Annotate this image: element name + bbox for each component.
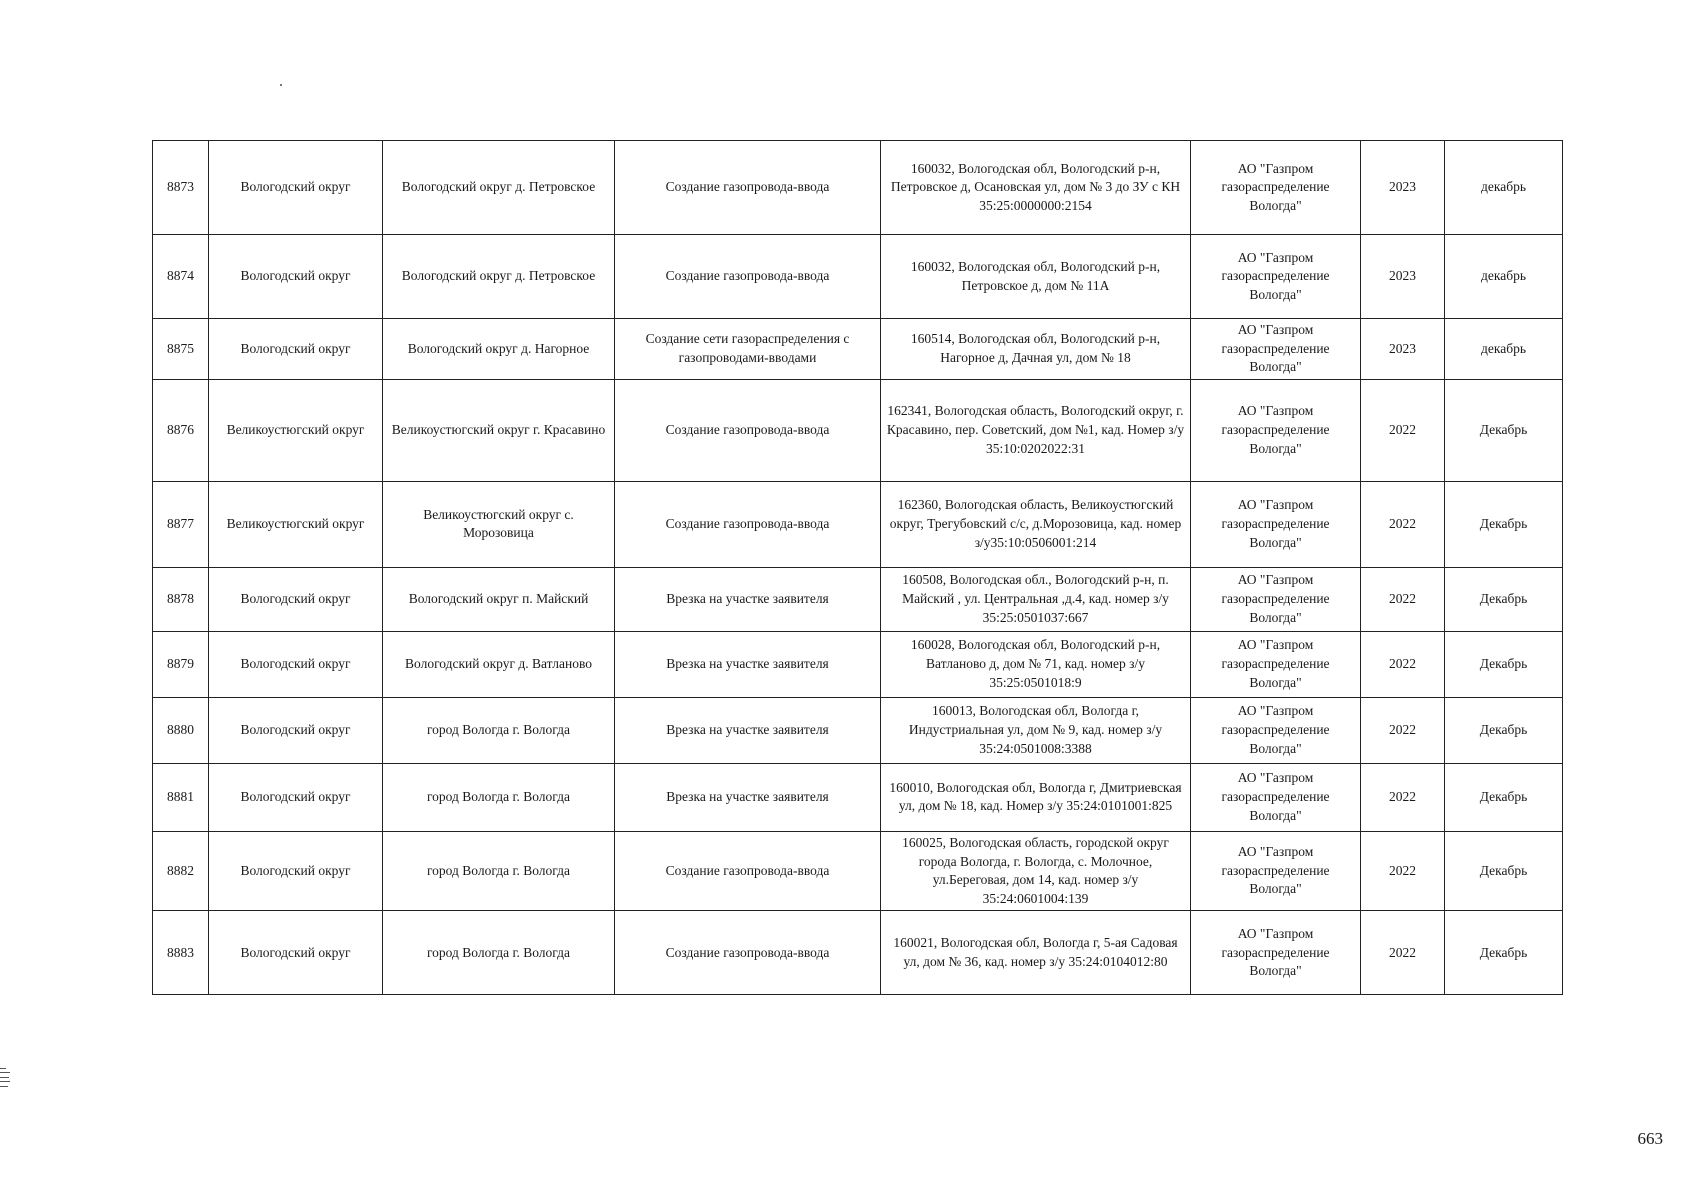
work-type-cell: Создание газопровода-ввода: [615, 235, 881, 319]
work-type-cell: Врезка на участке заявителя: [615, 567, 881, 631]
locality-cell: город Вологда г. Вологда: [383, 831, 615, 911]
table-body: [153, 141, 1563, 995]
page-number: 663: [1637, 1129, 1663, 1148]
work-type-cell: Врезка на участке заявителя: [615, 631, 881, 697]
scan-speck: [280, 84, 282, 86]
year-cell: 2022: [1361, 763, 1445, 831]
year-cell: 2023: [1361, 319, 1445, 380]
gasification-table: [152, 140, 1563, 995]
locality-cell: Вологодский округ д. Нагорное: [383, 319, 615, 380]
table-row: [153, 567, 1563, 631]
month-cell: Декабрь: [1445, 567, 1563, 631]
table-row: [153, 235, 1563, 319]
row-number: 8875: [153, 319, 209, 380]
organization-cell: АО "Газпром газораспределение Вологда": [1191, 567, 1361, 631]
table-row: [153, 141, 1563, 235]
table-row: [153, 697, 1563, 763]
row-number: 8883: [153, 911, 209, 995]
row-number: 8877: [153, 481, 209, 567]
work-type-cell: Врезка на участке заявителя: [615, 697, 881, 763]
organization-cell: АО "Газпром газораспределение Вологда": [1191, 481, 1361, 567]
row-number: 8878: [153, 567, 209, 631]
address-cell: 162360, Вологодская область, Великоустюгский округ, Трегубовский с/с, д.Морозовица, кад. номер з/у35:10:0506001:214: [881, 481, 1191, 567]
locality-cell: Вологодский округ д. Петровское: [383, 141, 615, 235]
table-row: [153, 831, 1563, 911]
table-row: [153, 631, 1563, 697]
work-type-cell: Создание сети газораспределения с газопроводами-вводами: [615, 319, 881, 380]
organization-cell: АО "Газпром газораспределение Вологда": [1191, 911, 1361, 995]
locality-cell: город Вологда г. Вологда: [383, 697, 615, 763]
work-type-cell: Создание газопровода-ввода: [615, 141, 881, 235]
month-cell: декабрь: [1445, 319, 1563, 380]
year-cell: 2022: [1361, 631, 1445, 697]
month-cell: Декабрь: [1445, 831, 1563, 911]
locality-cell: Великоустюгский округ с. Морозовица: [383, 481, 615, 567]
table-row: [153, 763, 1563, 831]
work-type-cell: Создание газопровода-ввода: [615, 911, 881, 995]
locality-cell: Вологодский округ д. Ватланово: [383, 631, 615, 697]
district-cell: Вологодский округ: [209, 831, 383, 911]
address-cell: 160013, Вологодская обл, Вологда г, Индустриальная ул, дом № 9, кад. номер з/у 35:24:0501008:3388: [881, 697, 1191, 763]
district-cell: Вологодский округ: [209, 697, 383, 763]
address-cell: 160032, Вологодская обл, Вологодский р-н, Петровское д, дом № 11А: [881, 235, 1191, 319]
locality-cell: Вологодский округ п. Майский: [383, 567, 615, 631]
organization-cell: АО "Газпром газораспределение Вологда": [1191, 763, 1361, 831]
locality-cell: город Вологда г. Вологда: [383, 763, 615, 831]
organization-cell: АО "Газпром газораспределение Вологда": [1191, 379, 1361, 481]
row-number: 8876: [153, 379, 209, 481]
locality-cell: Вологодский округ д. Петровское: [383, 235, 615, 319]
month-cell: Декабрь: [1445, 379, 1563, 481]
row-number: 8879: [153, 631, 209, 697]
district-cell: Великоустюгский округ: [209, 379, 383, 481]
row-number: 8873: [153, 141, 209, 235]
scan-edge-mark: [0, 1068, 10, 1090]
address-cell: 160010, Вологодская обл, Вологда г, Дмитриевская ул, дом № 18, кад. Номер з/у 35:24:0101001:825: [881, 763, 1191, 831]
year-cell: 2022: [1361, 567, 1445, 631]
row-number: 8880: [153, 697, 209, 763]
organization-cell: АО "Газпром газораспределение Вологда": [1191, 141, 1361, 235]
organization-cell: АО "Газпром газораспределение Вологда": [1191, 235, 1361, 319]
row-number: 8874: [153, 235, 209, 319]
organization-cell: АО "Газпром газораспределение Вологда": [1191, 319, 1361, 380]
year-cell: 2023: [1361, 235, 1445, 319]
district-cell: Вологодский округ: [209, 141, 383, 235]
organization-cell: АО "Газпром газораспределение Вологда": [1191, 697, 1361, 763]
year-cell: 2022: [1361, 379, 1445, 481]
year-cell: 2022: [1361, 911, 1445, 995]
locality-cell: город Вологда г. Вологда: [383, 911, 615, 995]
address-cell: 160025, Вологодская область, городской округ города Вологда, г. Вологда, с. Молочное, ул.Береговая, дом 14, кад. номер з/у 35:24:0601004:139: [881, 831, 1191, 911]
month-cell: декабрь: [1445, 141, 1563, 235]
address-cell: 162341, Вологодская область, Вологодский округ, г. Красавино, пер. Советский, дом №1, кад. Номер з/у 35:10:0202022:31: [881, 379, 1191, 481]
district-cell: Вологодский округ: [209, 631, 383, 697]
month-cell: Декабрь: [1445, 697, 1563, 763]
district-cell: Вологодский округ: [209, 319, 383, 380]
table-row: [153, 379, 1563, 481]
address-cell: 160028, Вологодская обл, Вологодский р-н, Ватланово д, дом № 71, кад. номер з/у 35:25:0501018:9: [881, 631, 1191, 697]
district-cell: Вологодский округ: [209, 763, 383, 831]
address-cell: 160021, Вологодская обл, Вологда г, 5-ая Садовая ул, дом № 36, кад. номер з/у 35:24:0104012:80: [881, 911, 1191, 995]
year-cell: 2022: [1361, 831, 1445, 911]
organization-cell: АО "Газпром газораспределение Вологда": [1191, 631, 1361, 697]
year-cell: 2022: [1361, 481, 1445, 567]
work-type-cell: Создание газопровода-ввода: [615, 481, 881, 567]
row-number: 8881: [153, 763, 209, 831]
work-type-cell: Создание газопровода-ввода: [615, 379, 881, 481]
month-cell: Декабрь: [1445, 481, 1563, 567]
year-cell: 2022: [1361, 697, 1445, 763]
district-cell: Вологодский округ: [209, 567, 383, 631]
month-cell: декабрь: [1445, 235, 1563, 319]
table-row: [153, 911, 1563, 995]
address-cell: 160032, Вологодская обл, Вологодский р-н, Петровское д, Осановская ул, дом № 3 до ЗУ с КН 35:25:0000000:2154: [881, 141, 1191, 235]
district-cell: Великоустюгский округ: [209, 481, 383, 567]
table-row: [153, 481, 1563, 567]
organization-cell: АО "Газпром газораспределение Вологда": [1191, 831, 1361, 911]
table-row: [153, 319, 1563, 380]
locality-cell: Великоустюгский округ г. Красавино: [383, 379, 615, 481]
month-cell: Декабрь: [1445, 631, 1563, 697]
work-type-cell: Врезка на участке заявителя: [615, 763, 881, 831]
address-cell: 160514, Вологодская обл, Вологодский р-н, Нагорное д, Дачная ул, дом № 18: [881, 319, 1191, 380]
month-cell: Декабрь: [1445, 911, 1563, 995]
district-cell: Вологодский округ: [209, 911, 383, 995]
district-cell: Вологодский округ: [209, 235, 383, 319]
row-number: 8882: [153, 831, 209, 911]
year-cell: 2023: [1361, 141, 1445, 235]
address-cell: 160508, Вологодская обл., Вологодский р-н, п. Майский , ул. Центральная ,д.4, кад. номер з/у 35:25:0501037:667: [881, 567, 1191, 631]
month-cell: Декабрь: [1445, 763, 1563, 831]
work-type-cell: Создание газопровода-ввода: [615, 831, 881, 911]
